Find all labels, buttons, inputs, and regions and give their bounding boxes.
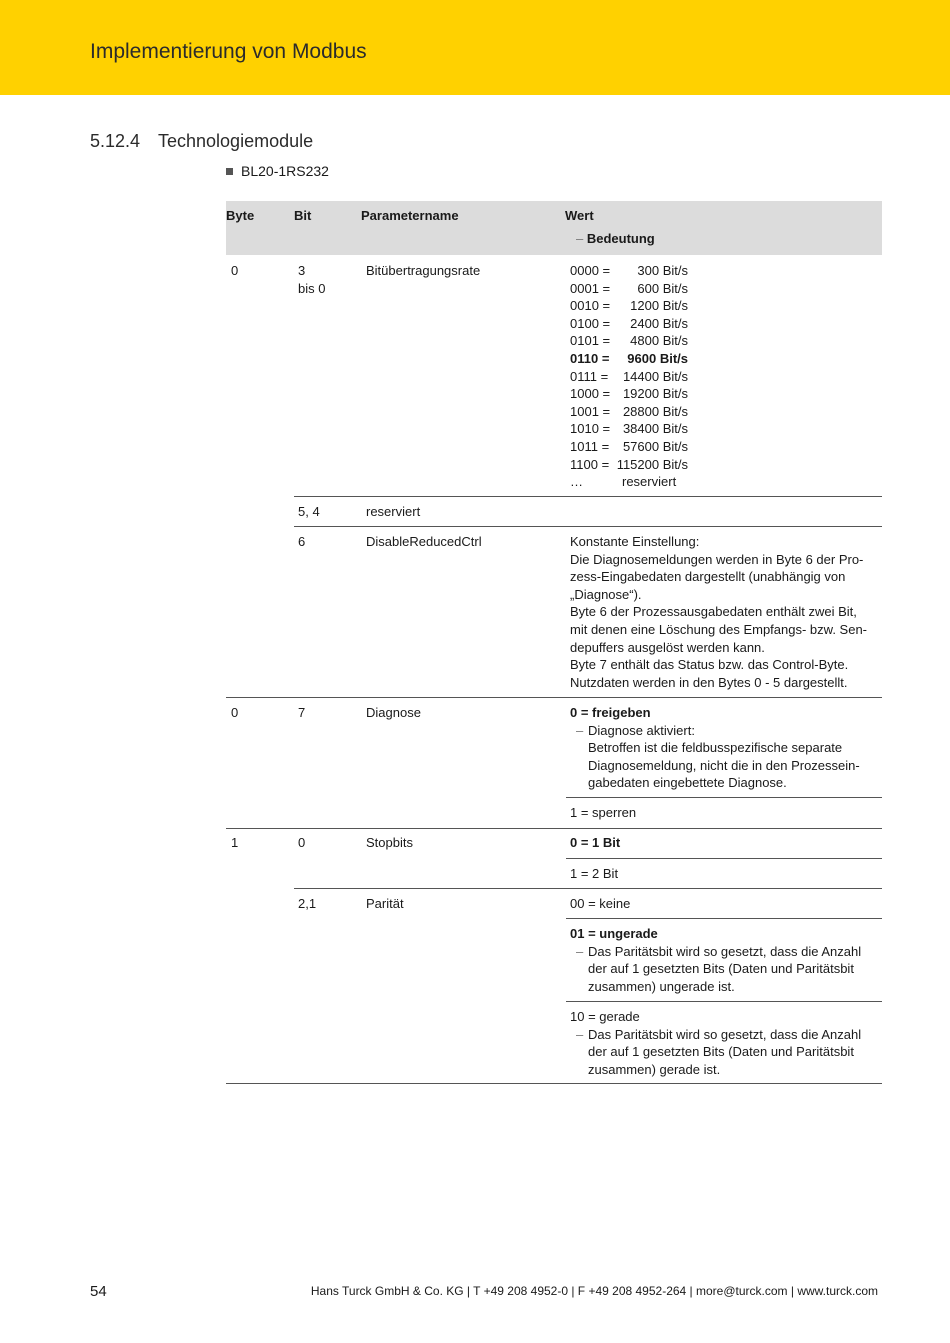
desc-line: Byte 7 enthält das Status bzw. das Control-Byte. xyxy=(570,657,849,673)
r5-value-1bit: 0 = 1 Bit xyxy=(570,835,621,850)
meaning-line: der auf 1 gesetzten Bits (Daten und Paritätsbit xyxy=(588,961,854,977)
baud-rate-list xyxy=(570,262,696,491)
row-divider xyxy=(294,888,882,889)
meaning-line: gabedaten eingebettete Diagnose. xyxy=(588,775,787,791)
baud-row: 1001 = 28800 Bit/s xyxy=(570,403,688,419)
section-heading xyxy=(90,131,313,152)
square-bullet-icon xyxy=(226,168,233,175)
section-number: 5.12.4 xyxy=(90,131,141,151)
baud-row: 0101 = 4800 Bit/s xyxy=(570,333,688,349)
r2-bit: 5, 4 xyxy=(298,504,320,519)
baud-row: 0001 = 600 Bit/s xyxy=(570,280,688,296)
desc-line: „Diagnose“). xyxy=(570,586,642,602)
baud-row: 0000 = 300 Bit/s xyxy=(570,263,688,278)
page-header-title: Implementierung von Modbus xyxy=(90,40,367,63)
row-divider xyxy=(294,496,882,497)
r1-param: Bitübertragungsrate xyxy=(366,263,481,278)
r3-bit: 6 xyxy=(298,534,306,549)
module-bullet xyxy=(226,163,329,179)
desc-line: Die Diagnosemeldungen werden in Byte 6 der Pro- xyxy=(570,551,864,567)
header-wert: Wert xyxy=(565,208,594,223)
value-label: 10 = gerade xyxy=(570,1009,640,1024)
module-name: BL20-1RS232 xyxy=(241,163,329,179)
baud-row: 0100 = 2400 Bit/s xyxy=(570,315,688,331)
section-title: Technologiemodule xyxy=(158,131,314,151)
r6-param: Parität xyxy=(366,896,404,911)
header-parametername: Parametername xyxy=(361,208,459,223)
header-bedeutung-label: Bedeutung xyxy=(586,231,655,246)
value-label: 0 = freigeben xyxy=(570,705,651,720)
r6-value-ungerade xyxy=(570,925,861,995)
footer-contact: Hans Turck GmbH & Co. KG | T +49 208 4952-0 | F +49 208 4952-264 | more@turck.com | www.turck.com xyxy=(310,1284,878,1298)
meaning-line: – Das Paritätsbit wird so gesetzt, dass die Anzahl xyxy=(576,943,862,959)
baud-row: 1100 = 115200 Bit/s xyxy=(570,456,688,472)
desc-line: depuffers ausgelöst werden kann. xyxy=(570,639,765,655)
r1-bit-line1: 3 xyxy=(298,263,306,278)
table-header xyxy=(226,201,882,255)
desc-line: mit denen eine Löschung des Empfangs- bzw. Sen- xyxy=(570,621,868,637)
meaning-line: zusammen) gerade ist. xyxy=(588,1061,721,1077)
r3-param: DisableReducedCtrl xyxy=(366,534,482,549)
baud-row: 1000 = 19200 Bit/s xyxy=(570,386,688,402)
r5-bit: 0 xyxy=(298,835,306,850)
meaning-line: der auf 1 gesetzten Bits (Daten und Paritätsbit xyxy=(588,1044,854,1060)
value-divider xyxy=(566,797,882,798)
page-number: 54 xyxy=(90,1283,107,1300)
meaning-line: Betroffen ist die feldbusspezifische separate xyxy=(588,740,843,756)
baud-row: 1010 = 38400 Bit/s xyxy=(570,421,688,437)
r4-value-sperren: 1 = sperren xyxy=(570,805,637,820)
r4-param: Diagnose xyxy=(366,705,421,720)
r5-param: Stopbits xyxy=(366,835,413,850)
baud-row-default: 0110 = 9600 Bit/s xyxy=(570,350,688,366)
baud-row: 0010 = 1200 Bit/s xyxy=(570,298,688,314)
baud-row: 0111 = 14400 Bit/s xyxy=(570,368,688,384)
r4-byte: 0 xyxy=(231,705,239,720)
value-label: 01 = ungerade xyxy=(570,926,658,941)
table-bottom-rule xyxy=(226,1083,882,1084)
desc-line: Byte 6 der Prozessausgabedaten enthält zwei Bit, xyxy=(570,604,857,620)
row-divider xyxy=(226,828,882,829)
dash-marker: – xyxy=(576,231,584,246)
r1-byte: 0 xyxy=(231,263,239,278)
meaning-line: Diagnosemeldung, nicht die in den Prozessein- xyxy=(588,757,860,773)
r1-bit-line2: bis 0 xyxy=(298,281,326,296)
row-divider xyxy=(226,697,882,698)
value-divider xyxy=(566,918,882,919)
meaning-line: – Das Paritätsbit wird so gesetzt, dass die Anzahl xyxy=(576,1026,862,1042)
r6-value-gerade xyxy=(570,1008,861,1078)
header-bedeutung xyxy=(576,231,655,246)
value-divider xyxy=(566,1001,882,1002)
r2-param: reserviert xyxy=(366,504,421,519)
header-byte: Byte xyxy=(226,208,255,223)
baud-row: 1011 = 57600 Bit/s xyxy=(570,438,688,454)
desc-line: Nutzdaten werden in den Bytes 0 - 5 dargestellt. xyxy=(570,674,848,690)
desc-line: zess-Eingabedaten dargestellt (unabhängig von xyxy=(570,569,846,585)
r6-value-keine: 00 = keine xyxy=(570,896,631,911)
r5-value-2bit: 1 = 2 Bit xyxy=(570,866,619,881)
meaning-line: – Diagnose aktiviert: xyxy=(576,722,695,738)
baud-row: … reserviert xyxy=(570,474,677,490)
r4-bit: 7 xyxy=(298,705,306,720)
header-bit: Bit xyxy=(294,208,312,223)
row-divider xyxy=(294,526,882,527)
r6-bit: 2,1 xyxy=(298,896,317,911)
value-divider xyxy=(566,858,882,859)
desc-line: Konstante Einstellung: xyxy=(570,534,700,549)
meaning-line: zusammen) ungerade ist. xyxy=(588,978,735,994)
r5-byte: 1 xyxy=(231,835,239,850)
r3-description xyxy=(570,533,867,691)
r4-value-freigeben xyxy=(570,704,860,792)
